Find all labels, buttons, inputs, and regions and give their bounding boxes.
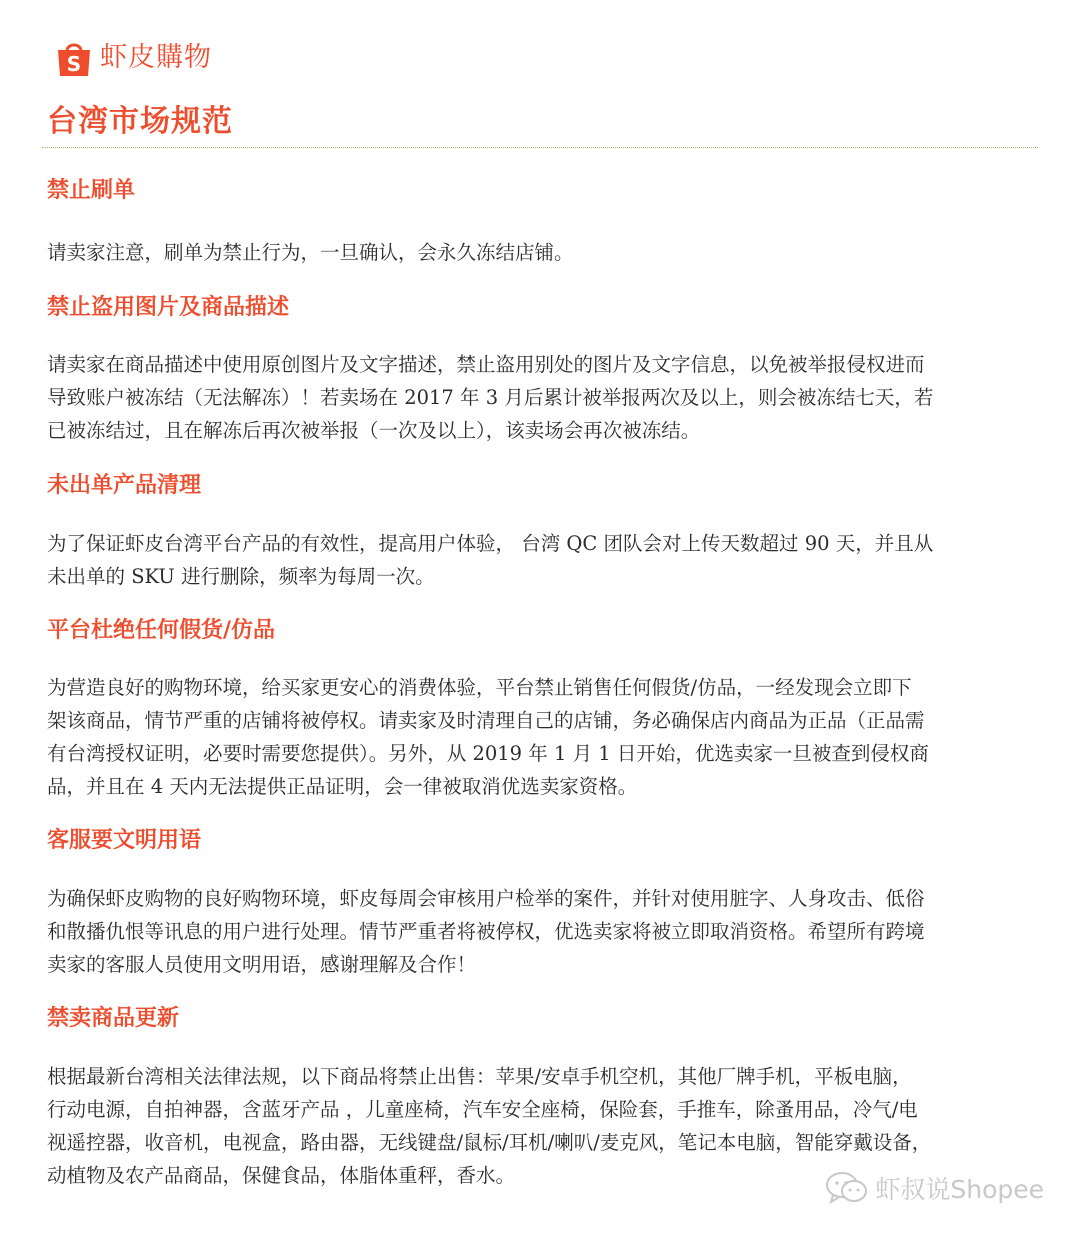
logo [56, 38, 212, 78]
body-line: 导致账户被冻结（无法解冻）！若卖场在 2017 年 3 月后累计被举报两次及以上，则会被冻结七天，若 [47, 386, 934, 409]
wechat-icon [825, 1171, 869, 1205]
body-line: 动植物及农产品商品，保健食品，体脂体重秤，香水。 [47, 1164, 516, 1187]
body-line: 为了保证虾皮台湾平台产品的有效性，提高用户体验， 台湾 QC 团队会对上传天数超过 90 天，并且从 [47, 532, 934, 555]
body-line: 未出单的 SKU 进行删除，频率为每周一次。 [47, 565, 435, 588]
section-body-no-brushing [47, 236, 1039, 269]
body-line: 卖家的客服人员使用文明用语，感谢理解及合作！ [47, 953, 477, 976]
page-title: 台湾市场规范 [47, 104, 233, 139]
body-line: 为确保虾皮购物的良好购物环境，虾皮每周会审核用户检举的案件，并针对使用脏字、人身攻击、低俗 [47, 887, 925, 910]
section-body-no-counterfeit [47, 671, 1039, 803]
logo-letter: S [66, 52, 82, 76]
body-line: 为营造良好的购物环境，给买家更安心的消费体验，平台禁止销售任何假货/仿品，一经发现会立即下 [47, 676, 912, 699]
section-body-unsold-cleanup [47, 527, 1039, 593]
watermark-text: 虾叔说Shopee [875, 1175, 1044, 1204]
body-line: 视遥控器，收音机，电视盒，路由器，无线键盘/鼠标/耳机/喇叭/麦克风，笔记本电脑，智能穿戴设备， [47, 1131, 932, 1154]
section-body-no-image-theft [47, 348, 1039, 447]
body-line: 和散播仇恨等讯息的用户进行处理。情节严重者将被停权，优选卖家将被立即取消资格。希望所有跨境 [47, 920, 925, 943]
watermark [825, 1170, 1044, 1206]
section-heading-no-counterfeit: 平台杜绝任何假货/仿品 [47, 618, 276, 643]
section-body-civil-language [47, 882, 1039, 981]
body-line: 有台湾授权证明，必要时需要您提供）。另外，从 2019 年 1 月 1 日开始，优选卖家一旦被查到侵权商 [47, 742, 929, 765]
logo-text: 虾皮購物 [100, 42, 212, 73]
shopee-bag-icon [56, 38, 92, 78]
title-divider [42, 147, 1038, 148]
body-line: 请卖家注意，刷单为禁止行为，一旦确认，会永久冻结店铺。 [47, 241, 574, 264]
body-line: 架该商品，情节严重的店铺将被停权。请卖家及时清理自己的店铺，务必确保店内商品为正品（正品需 [47, 709, 925, 732]
body-line: 请卖家在商品描述中使用原创图片及文字描述，禁止盗用别处的图片及文字信息，以免被举报侵权进而 [47, 353, 925, 376]
section-heading-unsold-cleanup: 未出单产品清理 [47, 473, 202, 498]
section-heading-no-brushing: 禁止刷单 [47, 178, 136, 203]
section-heading-civil-language: 客服要文明用语 [47, 828, 202, 853]
section-heading-no-image-theft: 禁止盗用图片及商品描述 [47, 295, 290, 320]
body-line: 品，并且在 4 天内无法提供正品证明，会一律被取消优选卖家资格。 [47, 775, 638, 798]
body-line: 行动电源，自拍神器，含蓝牙产品 ，儿童座椅，汽车安全座椅，保险套，手推车，除蚤用品，冷气/电 [47, 1098, 918, 1121]
section-heading-prohibited-items: 禁卖商品更新 [47, 1006, 180, 1031]
body-line: 根据最新台湾相关法律法规，以下商品将禁止出售：苹果/安卓手机空机，其他厂牌手机，平板电脑， [47, 1065, 912, 1088]
body-line: 已被冻结过，且在解冻后再次被举报（一次及以上），该卖场会再次被冻结。 [47, 419, 701, 442]
